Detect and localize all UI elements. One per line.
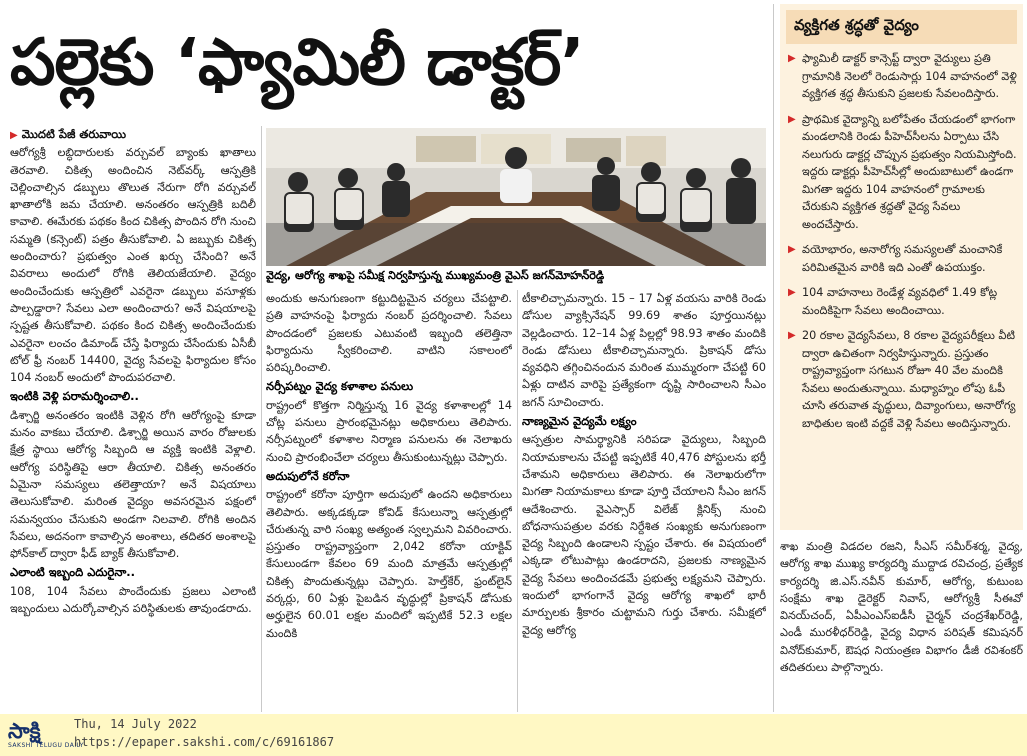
paragraph: 108, 104 సేవలు పొందేందుకు ప్రజలు ఎలాంటి ఇబ్బందులు ఎదుర్కోవాల్సిన పరిస్థితులకు తావుండరాదు.: [10, 584, 256, 616]
article-column-2: [266, 290, 512, 712]
epaper-link[interactable]: https://epaper.sakshi.com/c/69161867: [74, 735, 335, 749]
logo-name: సాక్షి: [8, 718, 41, 743]
subheading: ఎలాంటి ఇబ్బంది ఎదురైనా..: [10, 565, 136, 580]
sidebar-item-text: ప్రాథమిక వైద్యాన్ని బలోపేతం చేయడంలో భాగంగా మండలానికి రెండు పీహెచ్‌సీలను ఏర్పాటు చేసి నలుగురు డాక్టర్ల చొప్పున ప్రభుత్వం నియమిస్తోంది. ఇద్దరు డాక్టర్లు పీహెచ్‌సీల్లో అందుబాటులో ఉండగా మిగతా ఇద్దరు 104 వాహనంలో గ్రామాలకు చేరుకుని వ్యక్తిగత శ్రద్ధతో వైద్య సేవలు అందచేస్తారు.: [802, 112, 1017, 231]
triangle-bullet-icon: ▶: [788, 287, 796, 298]
paragraph: శాఖ మంత్రి విడదల రజని, సీఎస్ సమీర్‌శర్మ, వైద్య, ఆరోగ్య శాఖ ముఖ్య కార్యదర్శి ముద్దాడ రవిచంద్ర, ప్రత్యేక కార్యదర్శి జి.ఎస్.నవీన్ కుమార్, ఆరోగ్య, కుటుంబ సంక్షేమ శాఖ డైరెక్టర్ నివాస్, ఆరోగ్యశ్రీ సీఈవో వినయ్‌చంద్, ఏపీఎంఎస్ఐడీసీ చైర్మన్ చంద్రశేఖర్‌రెడ్డి, ఎండీ మురళీధర్‌రెడ్డి, వైద్య విధాన పరిషత్ కమిషనర్ వినోద్‌కుమార్, ఔషధ నియంత్రణ విభాగం డీజీ రవిశంకర్ తదితరులు పాల్గొన్నారు.: [780, 540, 1023, 675]
subheading: అదుపులోనే కరోనా: [266, 468, 350, 483]
subheading: నర్సీపట్నం వైద్య కళాశాల పనులు: [266, 379, 414, 394]
column-divider: [261, 126, 262, 712]
subheading: నాణ్యమైన వైద్యమే లక్ష్యం: [522, 414, 637, 429]
logo-subtitle: SAKSHI TELUGU DAILY: [8, 742, 84, 749]
sidebar-item-text: 20 రకాల వైద్యసేవలు, 8 రకాల వైద్యపరీక్షలు వీటి ద్వారా ఉచితంగా నిర్వహిస్తున్నారు. ప్రస్తుతం రాష్ట్రవ్యాప్తంగా సగటున రోజూ 40 వేల మందికి సేవలు అందుతున్నాయి. మధ్యాహ్నం లోపు ఓపీ చూసి తరువాత వృద్ధులు, దివ్యాంగులు, అనారోగ్య బాధితుల ఇంటి వద్దకే వెళ్లి సేవలు అందిస్తున్నారు.: [802, 329, 1016, 430]
sidebar-item: [786, 241, 1017, 276]
sidebar-title: వ్యక్తిగత శ్రద్ధతో వైద్యం: [786, 10, 1017, 44]
paragraph: అందుకు అనుగుణంగా కట్టుదిట్టమైన చర్యలు చేపట్టాలి. ప్రతి వాహనంపై ఫిర్యాదు నంబర్ ప్రదర్శించాలి. సేవలు పొందడంలో ప్రజలకు ఎటువంటి ఇబ్బంది తలెత్తినా ఫిర్యాదును స్వీకరించాలి. వాటిని సకాలంలో పరిష్కరించాలి.: [266, 292, 512, 375]
meeting-photo: [266, 128, 766, 266]
triangle-bullet-icon: ▶: [788, 53, 796, 64]
paragraph: రాష్ట్రంలో కొత్తగా నిర్మిస్తున్న 16 వైద్య కళాశాలల్లో 14 చోట్ల పనులు ప్రారంభమైనట్లు అధికారులు తెలిపారు. నర్సీపట్నంలో కళాశాల నిర్మాణ పనులను ఈ నెలాఖరు నుంచి ప్రారంభించేలా చర్యలు తీసుకుంటున్నట్లు చెప్పారు.: [266, 398, 512, 464]
triangle-bullet-icon: ▶: [788, 113, 796, 125]
meeting-photo-illustration: [266, 128, 766, 266]
footer-bar: [0, 714, 1027, 756]
article-column-4: [780, 538, 1023, 712]
paragraph: డిశ్చార్జి అనంతరం ఇంటికి వెళ్లిన రోగి ఆరోగ్యంపై కూడా మనం వాకబు చేయాలి. డిశ్చార్జి అయిన వారం రోజులకు క్షేత్ర స్థాయి ఆరోగ్య సిబ్బంది ఆ వ్యక్తి ఇంటికి వెళ్లాలి. ఆరోగ్య పరిస్థితిపై ఆరా తీయాలి. చికిత్స అనంతరం ఏమైనా సమస్యలు తలెత్తాయా? అనే విషయాలు తెలుసుకోవాలి. మరింత వైద్యం అవసరమైన పక్షంలో సమన్వయం చేసుకుని అండగా నిలవాలి. రోగికి అందిన సేవలు, అదనంగా కావాల్సిన అంశాలు, తదితర అంశాలపై ఫోన్‌కాల్ ద్వారా ఫీడ్ బ్యాక్ తీసుకోవాలి.: [10, 408, 256, 561]
sidebar-item-text: వయోభారం, అనారోగ్య సమస్యలతో మంచానికే పరిమితమైన వారికి ఇది ఎంతో ఉపయుక్తం.: [802, 243, 1003, 274]
photo-caption: వైద్య, ఆరోగ్య శాఖపై సమీక్ష నిర్వహిస్తున్న ముఖ్యమంత్రి వైఎస్ జగన్‌మోహన్‌రెడ్డి: [266, 269, 605, 282]
subheading: ఇంటికి వెళ్లి పరామర్శించాలి..: [10, 389, 139, 404]
sidebar-box: [780, 4, 1023, 530]
sidebar-item: [786, 327, 1017, 432]
paragraph: టీకాలిచ్చామన్నారు. 15 – 17 ఏళ్ల వయసు వారికి రెండు డోసుల వ్యాక్సినేషన్ 99.69 శాతం పూర్తయినట్లు వెల్లడించారు. 12–14 ఏళ్ల పిల్లల్లో 98.93 శాతం మందికి రెండు డోసులు టీకాలిచ్చామన్నారు. ప్రికాషన్ డోసు వ్యవధిని తగ్గించినందున మరింత ముమ్మరంగా చేపట్టి 60 ఏళ్లు దాటిన వారిపై ప్రత్యేకంగా దృష్టి సారించాలని సీఎం జగన్ సూచించారు.: [522, 292, 766, 409]
sakshi-logo: [4, 718, 84, 752]
sidebar-item: [786, 284, 1017, 319]
column-divider: [517, 290, 518, 712]
column-divider: [773, 4, 774, 712]
article-column-3: [522, 290, 766, 712]
paragraph: ఆస్పత్రుల సామర్థ్యానికి సరిపడా వైద్యులు, సిబ్బంది నియామకాలను చేపట్టి ఇప్పటికే 40,476 పోస్టులను భర్తీ చేశామని అధికారులు తెలిపారు. ఈ నెలాఖరులోగా మిగతా నియామకాలు కూడా పూర్తి చేయాలని సీఎం జగన్ ఆదేశించారు. వైఎస్సార్ విలేజ్ క్లినిక్స్ నుంచి బోధనాసుపత్రుల వరకు నిర్దేశిత సంఖ్యకు అనుగుణంగా వైద్య సిబ్బంది ఉండాలని స్పష్టం చేశారు. ఈ విషయంలో ఎక్కడా లోటుపాట్లు ఉండరాదని, ప్రజలకు నాణ్యమైన వైద్య సేవలు అందించడమే ప్రభుత్వ లక్ష్యమని చెప్పారు. ఇందులో భాగంగానే వైద్య ఆరోగ్య శాఖలో భారీ మార్పులకు శ్రీకారం చుట్టామని గుర్తు చేశారు. సమీక్షలో వైద్య ఆరోగ్య: [522, 433, 766, 637]
sidebar-item: [786, 50, 1017, 103]
triangle-bullet-icon: ▶: [10, 130, 18, 141]
paragraph: ఆరోగ్యశ్రీ లబ్ధిదారులకు వర్చువల్ బ్యాంకు ఖాతాలు తెరవాలి. చికిత్స అందించిన నెట్‌వర్క్ ఆస్పత్రికి చెల్లించాల్సిన డబ్బులు తొలుత నేరుగా రోగి వర్చువల్ ఖాతాలోకి జమ చేయాలి. అనంతరం ఆస్పత్రికి బదిలీ కావాలి. ఈమేరకు పథకం కింద చికిత్స పొందిన రోగి నుంచి సమ్మతి (కన్సెంట్) పత్రం తీసుకోవాలి. ఏ జబ్బుకు చికిత్స అందించారు? ప్రభుత్వం ఎంత ఖర్చు చేసింది? అనే వివరాలు అందులో రోగికి తెలియజేయాలి. వైద్యం అందించేందుకు ఆస్పత్రిలో ఎవరైనా డబ్బులు వసూళ్లకు పాల్పడ్డారా? సేవలు ఎలా అందించారు? అనే విషయాలపై స్పష్టత తీసుకోవాలి. పథకం కింద చికిత్స అందించేందుకు ఎవరైనా లంచం డిమాండ్ చేస్తే ఫిర్యాదు చేసేందుకు ఏసీబీ టోల్ ఫ్రీ నంబర్ 14400, వైద్య సేవలపై ఫిర్యాదుల కోసం 104 నంబర్ అందులో పొందుపరచాలి.: [10, 146, 256, 385]
sidebar-item-text: ఫ్యామిలీ డాక్టర్ కాన్సెప్ట్ ద్వారా వైద్యులు ప్రతి గ్రామానికి నెలలో రెండుసార్లు 104 వాహనంలో వెళ్లి వ్యక్తిగత శ్రద్ధ తీసుకుని ప్రజలకు సేవలందిస్తారు.: [802, 52, 1017, 100]
article-column-1: [10, 126, 256, 712]
paragraph: రాష్ట్రంలో కరోనా పూర్తిగా అదుపులో ఉందని అధికారులు తెలిపారు. అక్కడక్కడా కోవిడ్ కేసులున్నా ఆస్పత్రుల్లో చేరుతున్న వారి సంఖ్య అత్యంత స్వల్పమని వివరించారు. ప్రస్తుతం రాష్ట్రవ్యాప్తంగా 2,042 కరోనా యాక్టివ్ కేసులుండగా కేవలం 69 మంది మాత్రమే ఆస్పత్రుల్లో చికిత్స పొందుతున్నట్లు చెప్పారు. హెల్త్‌కేర్, ఫ్రంట్‌లైన్ వర్కర్లు, 60 ఏళ్లు పైబడిన వృద్ధుల్లో ప్రికాషన్ డోసుకు అర్హులైన 60.01 లక్షల మందిలో ఇప్పటికే 52.3 లక్షల మందికి: [266, 488, 512, 640]
sidebar-item: [786, 111, 1017, 234]
sidebar-list: [786, 50, 1017, 432]
headline: పల్లెకు ‘ఫ్యామిలీ డాక్టర్’: [10, 26, 584, 100]
triangle-bullet-icon: ▶: [788, 330, 796, 341]
sidebar-item-text: 104 వాహనాలు రెండేళ్ల వ్యవధిలో 1.49 కోట్ల మందికిపైగా సేవలు అందించాయి.: [802, 286, 998, 317]
continuation-label: ▶ మొదటి పేజీ తరువాయి: [10, 127, 127, 141]
triangle-bullet-icon: ▶: [788, 244, 796, 255]
edition-date: Thu, 14 July 2022: [74, 717, 197, 731]
